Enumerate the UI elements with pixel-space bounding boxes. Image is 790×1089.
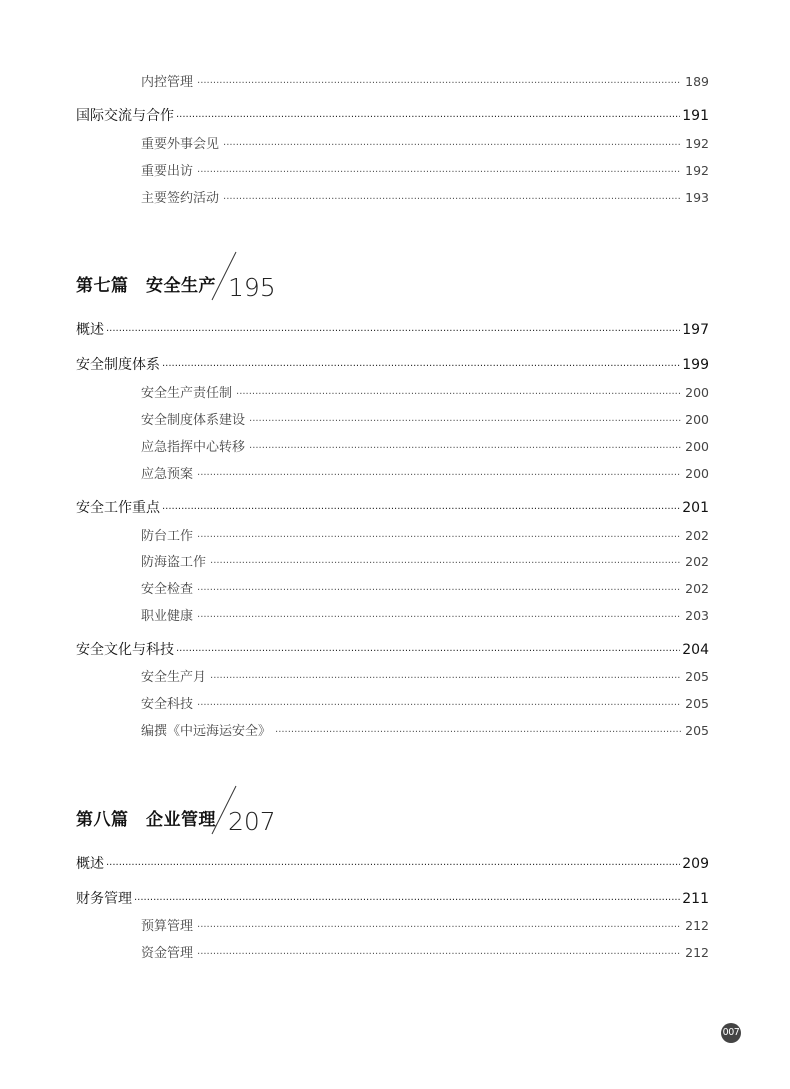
toc-entry-page: 189 (685, 74, 709, 89)
toc-entry-label: 安全检查 (141, 582, 194, 597)
toc-entry-label: 国际交流与合作 (76, 108, 174, 124)
toc-entry[interactable] (0, 551, 709, 570)
toc-entry[interactable] (0, 133, 709, 152)
toc-entry-page: 202 (685, 581, 709, 596)
leader-dots (236, 389, 681, 400)
leader-dots (134, 895, 680, 906)
leader-dots (249, 443, 681, 454)
toc-entry-label: 防台工作 (141, 529, 194, 544)
toc-entry-page: 203 (685, 608, 709, 623)
toc-entry-label: 应急指挥中心转移 (141, 440, 246, 455)
toc-entry[interactable] (0, 497, 709, 517)
toc-entry[interactable] (0, 354, 709, 374)
toc-entry[interactable] (0, 853, 709, 873)
leader-dots (275, 727, 681, 738)
toc-entry-label: 职业健康 (141, 609, 194, 624)
toc-entry-page: 202 (685, 554, 709, 569)
leader-dots (210, 558, 681, 569)
toc-entry-label: 应急预案 (141, 467, 194, 482)
toc-entry[interactable] (0, 605, 709, 624)
part-title: 第七篇 安全生产 (76, 276, 216, 296)
leader-dots (106, 860, 680, 871)
leader-dots (249, 416, 681, 427)
toc-entry[interactable] (0, 888, 709, 908)
toc-entry-page: 201 (682, 500, 709, 516)
toc-entry-page: 212 (685, 918, 709, 933)
leader-dots (197, 585, 681, 596)
toc-entry-page: 205 (685, 669, 709, 684)
toc-entry-label: 编撰《中远海运安全》 (141, 724, 272, 739)
leader-dots (162, 361, 680, 372)
toc-entry-label: 重要外事会见 (141, 137, 220, 152)
toc-entry[interactable] (0, 409, 709, 428)
leader-dots (106, 326, 680, 337)
toc-entry-page: 192 (685, 163, 709, 178)
leader-dots (210, 673, 681, 684)
part-title: 第八篇 企业管理 (76, 810, 216, 830)
toc-entry[interactable] (0, 105, 709, 125)
toc-entry-label: 安全制度体系建设 (141, 413, 246, 428)
toc-entry-page: 202 (685, 528, 709, 543)
toc-entry[interactable] (0, 436, 709, 455)
toc-entry-label: 内控管理 (141, 75, 194, 90)
toc-entry-label: 概述 (76, 322, 104, 338)
part-heading[interactable] (76, 778, 376, 838)
toc-entry-page: 212 (685, 945, 709, 960)
toc-entry-label: 概述 (76, 856, 104, 872)
leader-dots (197, 922, 681, 933)
toc-entry-page: 211 (682, 891, 709, 907)
leader-dots (197, 949, 681, 960)
toc-entry[interactable] (0, 720, 709, 739)
toc-entry-label: 安全科技 (141, 697, 194, 712)
toc-entry-page: 193 (685, 190, 709, 205)
toc-entry-label: 预算管理 (141, 919, 194, 934)
toc-entry-page: 200 (685, 412, 709, 427)
toc-entry[interactable] (0, 463, 709, 482)
toc-entry-page: 199 (682, 357, 709, 373)
toc-entry-label: 防海盗工作 (141, 555, 207, 570)
toc-entry-page: 197 (682, 322, 709, 338)
toc-entry-page: 200 (685, 439, 709, 454)
toc-entry-page: 191 (682, 108, 709, 124)
page-number-badge: 007 (721, 1023, 741, 1043)
toc-entry[interactable] (0, 71, 709, 90)
part-page: 207 (228, 807, 276, 836)
toc-entry-label: 安全生产责任制 (141, 386, 233, 401)
toc-entry-label: 资金管理 (141, 946, 194, 961)
leader-dots (223, 140, 681, 151)
toc-entry[interactable] (0, 319, 709, 339)
toc-entry-label: 安全生产月 (141, 670, 207, 685)
leader-dots (197, 470, 681, 481)
leader-dots (197, 532, 681, 543)
leader-dots (176, 646, 680, 657)
leader-dots (197, 78, 681, 89)
toc-entry-label: 安全文化与科技 (76, 642, 174, 658)
toc-entry[interactable] (0, 525, 709, 544)
toc-entry[interactable] (0, 666, 709, 685)
toc-entry[interactable] (0, 382, 709, 401)
part-heading[interactable] (76, 244, 376, 304)
toc-entry[interactable] (0, 160, 709, 179)
toc-entry-page: 205 (685, 723, 709, 738)
toc-entry[interactable] (0, 187, 709, 206)
leader-dots (197, 612, 681, 623)
toc-entry-label: 重要出访 (141, 164, 194, 179)
toc-entry-page: 209 (682, 856, 709, 872)
toc-entry-page: 205 (685, 696, 709, 711)
leader-dots (197, 700, 681, 711)
toc-entry-page: 200 (685, 385, 709, 400)
toc-entry[interactable] (0, 578, 709, 597)
leader-dots (162, 504, 680, 515)
toc-entry-page: 192 (685, 136, 709, 151)
toc-entry[interactable] (0, 639, 709, 659)
toc-entry-page: 200 (685, 466, 709, 481)
toc-entry-label: 安全工作重点 (76, 500, 160, 516)
part-page: 195 (228, 273, 276, 302)
leader-dots (223, 194, 681, 205)
toc-entry[interactable] (0, 942, 709, 961)
leader-dots (197, 167, 681, 178)
toc-entry-label: 安全制度体系 (76, 357, 160, 373)
toc-entry[interactable] (0, 915, 709, 934)
toc-entry[interactable] (0, 693, 709, 712)
toc-entry-label: 主要签约活动 (141, 191, 220, 206)
toc-entry-page: 204 (682, 642, 709, 658)
leader-dots (176, 112, 680, 123)
toc-entry-label: 财务管理 (76, 891, 132, 907)
